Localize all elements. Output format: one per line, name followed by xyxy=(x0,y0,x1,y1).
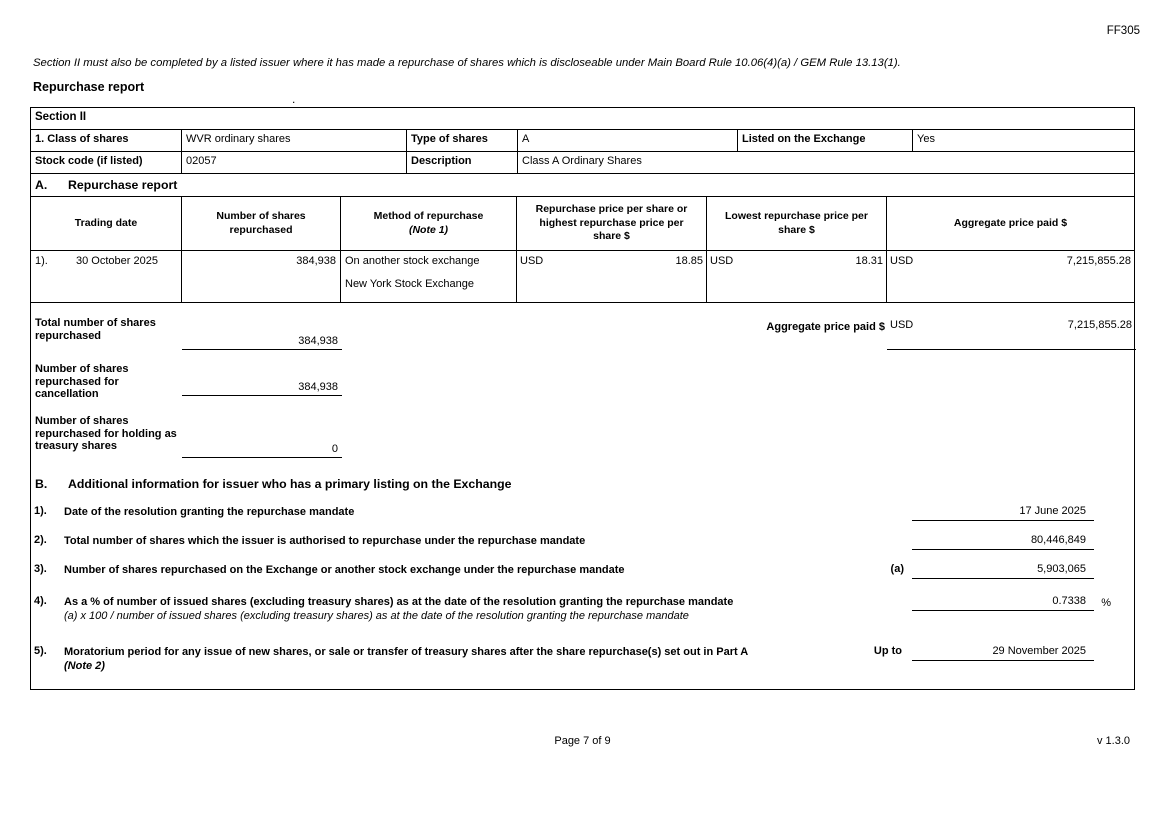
cell-trading-date xyxy=(31,251,182,302)
stock-code-label: Stock code (if listed) xyxy=(31,152,182,173)
item-3-field xyxy=(912,563,1094,579)
item-2-label: Total number of shares which the issuer is authorised to repurchase under the repurchase mandate xyxy=(64,535,586,547)
item-5-prefix: Up to xyxy=(873,645,902,657)
aggregate-currency: USD xyxy=(890,255,914,267)
repurchase-table-row xyxy=(31,251,1134,303)
stray-mark: . xyxy=(292,92,296,106)
price-high-currency: USD xyxy=(520,255,544,267)
header-price-low: Lowest repurchase price per share $ xyxy=(707,197,887,250)
treasury-label: Number of shares repurchased for holding as treasury shares xyxy=(35,415,177,453)
cell-price-high xyxy=(517,251,707,302)
price-high-value: 18.85 xyxy=(675,255,703,267)
part-b-item-4 xyxy=(31,595,1134,627)
item-5-value: 29 November 2025 xyxy=(992,645,1086,657)
cancellation-label: Number of shares repurchased for cancellation xyxy=(35,363,129,401)
aggregate-paid-field xyxy=(887,317,1136,350)
part-b-item-5 xyxy=(31,645,1134,677)
treasury-value: 0 xyxy=(331,443,338,455)
row-number: 1). xyxy=(35,255,48,267)
header-aggregate-price: Aggregate price paid $ xyxy=(953,216,1068,229)
part-b-item-1 xyxy=(31,505,1134,524)
price-low-currency: USD xyxy=(710,255,734,267)
cancellation-value: 384,938 xyxy=(298,381,338,393)
item-1-value: 17 June 2025 xyxy=(1019,505,1086,517)
part-b-letter: B. xyxy=(35,477,48,491)
section-ii-header: Section II xyxy=(31,108,1134,130)
item-1-field xyxy=(912,505,1094,521)
part-b-title: Additional information for issuer who has a primary listing on the Exchange xyxy=(68,477,512,491)
item-1-label: Date of the resolution granting the repurchase mandate xyxy=(64,506,355,518)
class-of-shares-row xyxy=(31,130,1134,152)
aggregate-paid-currency: USD xyxy=(890,319,914,331)
part-b-item-3 xyxy=(31,563,1134,582)
price-low-value: 18.31 xyxy=(855,255,883,267)
item-4-label-text: As a % of number of issued shares (excluding treasury shares) as at the date of the resolution granting the repurchase mandate xyxy=(64,596,734,608)
total-shares-value: 384,938 xyxy=(298,335,338,347)
item-5-label xyxy=(64,645,879,674)
part-b-item-2 xyxy=(31,534,1134,553)
header-price-high: Repurchase price per share or highest repurchase price per share $ xyxy=(517,197,707,250)
version-label: v 1.3.0 xyxy=(1096,735,1130,747)
type-of-shares-value: A xyxy=(518,130,738,151)
item-4-value: 0.7338 xyxy=(1052,595,1086,607)
item-3-label: Number of shares repurchased on the Exchange or another stock exchange under the repurchase mandate xyxy=(64,564,625,576)
totals-section xyxy=(31,303,1134,471)
item-2-field xyxy=(912,534,1094,550)
item-3-prefix: (a) xyxy=(890,563,904,575)
item-4-label xyxy=(64,595,879,624)
total-shares-label: Total number of shares repurchased xyxy=(35,317,156,342)
item-1-number: 1). xyxy=(34,505,47,517)
method-line1: On another stock exchange xyxy=(345,255,480,267)
item-4-field xyxy=(912,595,1094,611)
form-code: FF305 xyxy=(1106,25,1140,37)
cancellation-field xyxy=(182,360,342,396)
part-a-header xyxy=(31,174,1134,197)
part-a-letter: A. xyxy=(35,178,48,192)
listed-on-exchange-value: Yes xyxy=(917,133,935,145)
method-line2: New York Stock Exchange xyxy=(345,278,475,290)
item-5-number: 5). xyxy=(34,645,47,657)
aggregate-paid-value: 7,215,855.28 xyxy=(1067,319,1132,331)
stock-code-value: 02057 xyxy=(182,152,407,173)
cell-method xyxy=(341,251,517,302)
item-2-value: 80,446,849 xyxy=(1030,534,1086,546)
cell-shares-repurchased: 384,938 xyxy=(182,251,341,302)
intro-note: Section II must also be completed by a listed issuer where it has made a repurchase of shares which is discloseable under Main Board Rule 10.06(4)(a) / GEM Rule 13.13(1). xyxy=(33,57,901,69)
item-4-percent-sign: % xyxy=(1101,597,1111,609)
item-5-field xyxy=(912,645,1094,661)
listed-on-exchange-label: Listed on the Exchange xyxy=(738,130,913,151)
item-3-number: 3). xyxy=(34,563,47,575)
cell-price-low xyxy=(707,251,887,302)
item-3-value: 5,903,065 xyxy=(1037,563,1086,575)
aggregate-paid-label: Aggregate price paid $ xyxy=(766,321,885,333)
part-b-header xyxy=(31,471,1134,495)
header-method-text: Method of repurchase xyxy=(373,209,484,222)
description-label: Description xyxy=(407,152,518,173)
item-5-note: (Note 2) xyxy=(64,660,105,673)
item-4-number: 4). xyxy=(34,595,47,607)
stock-code-row xyxy=(31,152,1134,174)
description-value: Class A Ordinary Shares xyxy=(522,155,642,167)
item-4-formula: (a) x 100 / number of issued shares (excluding treasury shares) as at the date of the resolution granting the repurchase mandate xyxy=(64,610,689,623)
header-method xyxy=(341,197,517,250)
report-title: Repurchase report xyxy=(33,80,145,94)
type-of-shares-label: Type of shares xyxy=(407,130,518,151)
part-a-title: Repurchase report xyxy=(68,178,178,192)
item-2-number: 2). xyxy=(34,534,47,546)
header-method-note: (Note 1) xyxy=(408,223,449,236)
header-shares-repurchased: Number of shares repurchased xyxy=(182,197,341,250)
repurchase-table-header xyxy=(31,197,1134,251)
aggregate-value: 7,215,855.28 xyxy=(1066,255,1131,267)
treasury-field xyxy=(182,413,342,458)
header-trading-date: Trading date xyxy=(31,197,182,250)
class-of-shares-value: WVR ordinary shares xyxy=(182,130,407,151)
repurchase-report-form xyxy=(30,107,1135,690)
page-indicator: Page 7 of 9 xyxy=(554,735,611,747)
cell-aggregate-price xyxy=(887,251,1134,302)
trading-date-value: 30 October 2025 xyxy=(76,255,158,267)
total-shares-field xyxy=(182,317,342,350)
class-of-shares-label: 1. Class of shares xyxy=(31,130,182,151)
item-5-label-text: Moratorium period for any issue of new shares, or sale or transfer of treasury shares after the share repurchase(s) set out in Part A xyxy=(64,646,749,658)
